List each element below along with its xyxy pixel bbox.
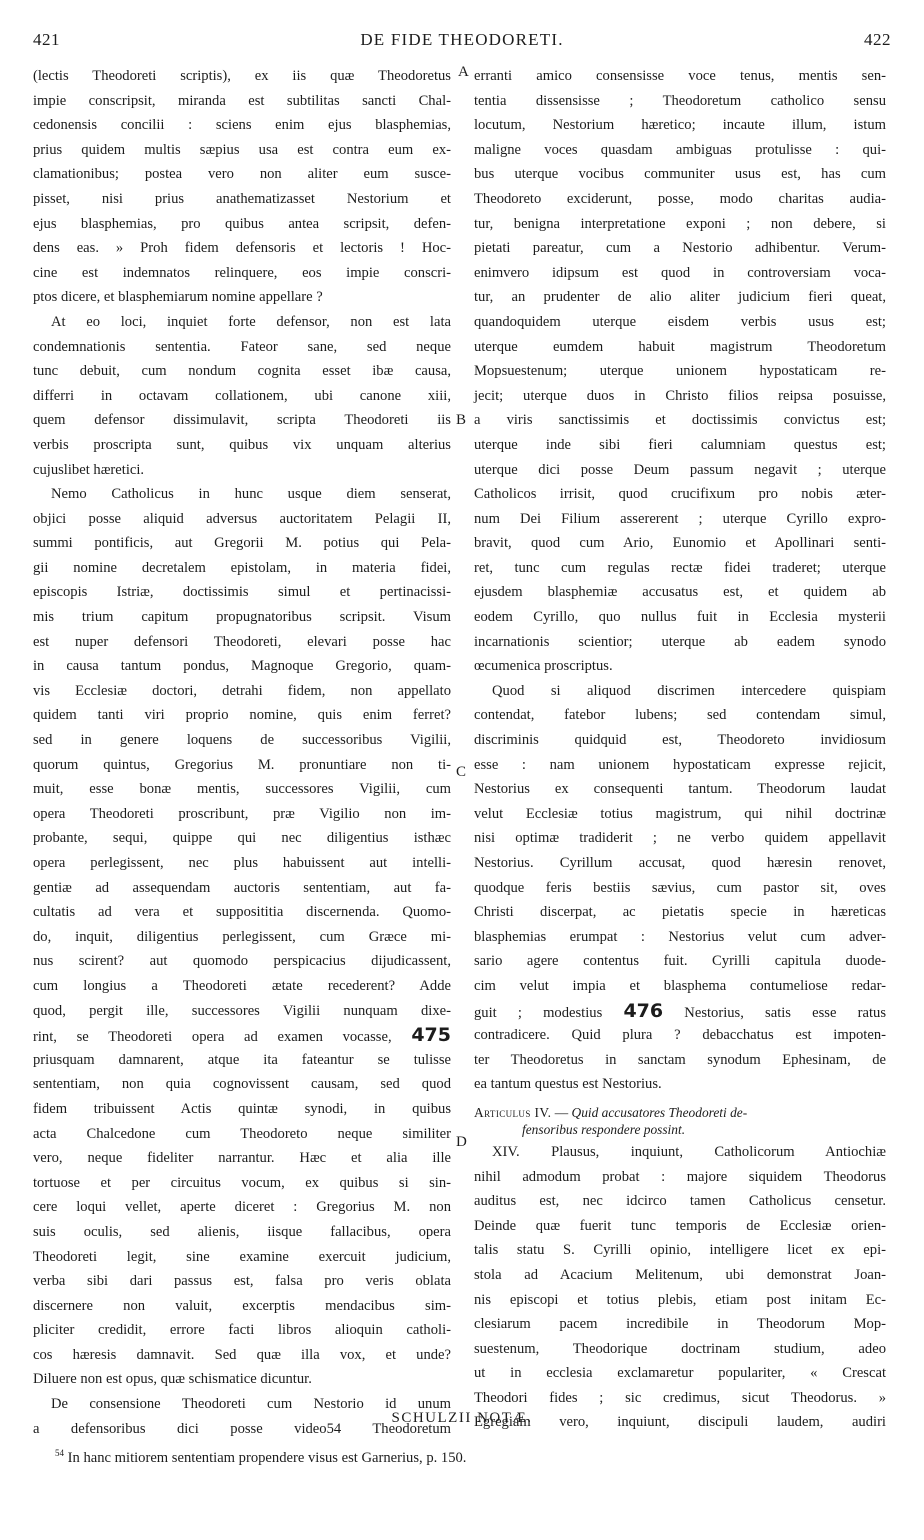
text-line: ea tantum questus est Nestorius. <box>474 1076 662 1093</box>
left-column <box>33 64 451 1441</box>
text-line: ejusdem blasphemiæ accusatus est, et quidem ab <box>474 584 886 601</box>
text-line: pietati pareatur, cum a Nestorio adhibentur. Verum- <box>474 240 886 257</box>
text-line: erranti amico consensisse voce tenus, mentis sen- <box>474 68 886 84</box>
left-page-number: 421 <box>33 30 60 49</box>
margin-letter-d: D <box>456 1134 467 1150</box>
text-line: uterque inde sibi fieri calumniam questus est; <box>474 436 886 453</box>
text-line: Quod si aliquod discrimen intercedere quispiam <box>492 682 886 699</box>
footnote <box>55 1448 466 1467</box>
text-line: Nestorius ex consequenti tantum. Theodorum laudat <box>474 781 886 798</box>
text-line: jecit; uterque duos in Christo filios reipsa posuisse, <box>474 387 886 404</box>
text-line: incarnationis scientior; uterque ab eadem synodo <box>474 633 886 650</box>
text-line: suestenum, Theodorique doctrinam studium, adeo <box>474 1340 886 1357</box>
text-line: blasphemias erumpat : Nestorius velut cum adver- <box>474 928 886 945</box>
text-line: suis oculis, sed alienis, iisque fallacibus, opera <box>33 1223 451 1240</box>
text-line: cim velut impia et blasphema contumeliose redar- <box>474 977 886 994</box>
text-line: vero, neque fideliter narrantur. Hæc et alia ille <box>33 1150 451 1167</box>
text-line: pisset, nisi prius anathematizasset Nestorium et <box>33 190 451 207</box>
text-line: quandoquidem uterque eisdem verbis usus est; <box>474 313 886 330</box>
text-line: quidem tanti viri proprio nomine, quis enim ferret? <box>33 707 451 724</box>
text-line: Theodori fides ; sic credimus, sicut Theodorus. » <box>474 1389 886 1406</box>
text-line: opera Theodoreti proscribunt, præ Vigilio non im- <box>33 805 451 822</box>
text-line: cum longius a Theodoreti ætate recederent? Adde <box>33 977 451 994</box>
text-line: Nemo Catholicus in hunc usque diem senserat, <box>51 486 451 503</box>
text-line: contendat, fatebor lubens; sed contendam simul, <box>474 707 886 724</box>
text-line: contradicere. Quid plura ? debacchatus est impoten- <box>474 1027 886 1044</box>
text-line: ptos dicere, et blasphemiarum nomine appellare ? <box>33 289 323 306</box>
article-title-line-2: fensoribus respondere possint. <box>522 1121 686 1137</box>
text-line: cedonensis concilii : sciens enim ejus blasphemias, <box>33 117 451 134</box>
text-line: discriminis quidquid est, Theodoreto invidiosum <box>474 732 886 749</box>
text-line: (lectis Theodoreti scriptis), ex iis quæ Theodoretus <box>33 68 451 84</box>
text-line: Christi discerpat, ac pietatis specie in hæreticas <box>474 904 886 921</box>
left-line-text: rint, se Theodoreti opera ad examen vocasse, <box>33 1029 392 1046</box>
margin-page-number-476: 476 <box>623 999 664 1022</box>
page-header <box>33 30 891 54</box>
text-line: quod, pergit ille, successores Vigilii nunquam dixe- <box>33 1002 451 1019</box>
text-line: velut Ecclesiæ totius magistrum, qui nihil doctrinæ <box>474 805 886 822</box>
text-line: tur, benigna interpretatione exponi ; non debere, si <box>474 215 886 232</box>
right-column <box>474 64 886 1435</box>
text-line: in causa tantum pondus, Magnoque Gregorio, quam- <box>33 658 451 675</box>
text-line: dens eas. » Proh fidem defensoris et lectoris ! Hoc- <box>33 240 451 257</box>
text-line: clamationibus; postea vero non aliter eum susce- <box>33 166 451 183</box>
text-line: Mopsuestenum; uterque unionem hypostaticam re- <box>474 363 886 380</box>
margin-letter-b: B <box>456 412 467 428</box>
text-line: esse : nam unionem hypostaticam expresse rejicit, <box>474 756 886 773</box>
text-line: talis statu S. Cyrilli opinio, intelligere licet ex epi- <box>474 1242 886 1259</box>
text-line: prius quidem multis sæpius usa est contra eum ex- <box>33 141 451 158</box>
right-line-text: Nestorius, satis esse ratus <box>684 1004 886 1021</box>
article-heading <box>474 1104 886 1138</box>
footnote-text: In hanc mitiorem sententiam propendere visus est Garnerius, p. 150. <box>67 1449 467 1466</box>
text-line: cine est indemnatos relinquere, eos impie conscri- <box>33 264 451 281</box>
text-line: opera perlegissent, nec plus habuissent aut intelli- <box>33 855 451 871</box>
footnote-number: 54 <box>55 1448 64 1458</box>
text-line: Deinde quæ fuerit tunc temporis de Ecclesiæ orien- <box>474 1217 886 1234</box>
text-line: auditus est, nec idcirco tamen Catholicus censetur. <box>474 1193 886 1210</box>
running-title: DE FIDE THEODORETI. <box>360 30 564 49</box>
text-line: gentiæ ad assequendam auctoris sententiam, aut fa- <box>33 879 451 896</box>
right-line-text: guit ; modestius <box>474 1004 603 1021</box>
text-line: differri in octavam collationem, ubi canone xiii, <box>33 387 451 404</box>
text-line: muit, esse bonæ mentis, successores Vigilii, cum <box>33 781 451 798</box>
text-line: bravit, quod cum Ario, Eunomio et Apollinari senti- <box>474 535 886 552</box>
text-line: clesiarum pacem incredibile in Theodorum Mop- <box>474 1316 886 1333</box>
text-line: cultatis ad vera et supposititia discernenda. Quomo- <box>33 904 451 921</box>
text-line: episcopis Istriæ, doctissimis simul et pertinacissi- <box>33 584 451 601</box>
text-line: condemnationis sententia. Fateor sane, sed neque <box>33 338 451 355</box>
text-line: locutum, Nestorium hæretico; incaute illum, istum <box>474 117 886 134</box>
text-line: a viris sanctissimis et doctissimis convictus est; <box>474 412 886 429</box>
margin-letter-a: A <box>458 64 469 80</box>
text-line: Catholicos irrisit, quod crucifixum pro nobis æter- <box>474 486 886 503</box>
text-line: Egregiam vero, inquiunt, discipuli laudem, audiri <box>474 1414 886 1431</box>
right-column-body <box>474 64 886 1097</box>
text-line: œcumenica proscriptus. <box>474 658 613 675</box>
text-line <box>474 999 886 1024</box>
text-line: summi pontificis, aut Gregorii M. potius qui Pela- <box>33 535 451 552</box>
text-line: tortuose et per circuitus vocum, ex quibus si sin- <box>33 1174 451 1191</box>
text-line: quodque feris bestiis sævius, cum pastor sit, oves <box>474 879 886 896</box>
text-line: cujuslibet hæretici. <box>33 461 145 478</box>
text-line: cere loqui vellet, aperte diceret : Gregorius M. non <box>33 1199 451 1216</box>
text-line: enimvero idipsum est quod in controversiam voca- <box>474 264 886 281</box>
text-line: acta Chalcedone cum Theodoreto neque similiter <box>33 1125 451 1142</box>
text-line: quem defensor dissimulavit, scripta Theodoreti iis <box>33 412 451 429</box>
text-line: nus scirent? aut quomodo perspicacius dijudicassent, <box>33 953 451 970</box>
text-line: est nuper defensori Theodoreti, elevari posse hac <box>33 633 451 650</box>
notes-title: SCHULZII NOTÆ. <box>391 1410 533 1426</box>
text-line: De consensione Theodoreti cum Nestorio id unum <box>51 1396 451 1413</box>
margin-letter-c: C <box>456 764 467 780</box>
text-line: nihil admodum probat : majore siquidem Theodorus <box>474 1168 886 1185</box>
text-line: sario agere contentus fuit. Cyrilli capitula duode- <box>474 953 886 970</box>
text-line: probante, sequi, quippe qui nec diligentius isthæc <box>33 830 451 847</box>
text-line: tur, an prudenter de alio aliter judicium fieri queat, <box>474 289 886 306</box>
footnote-reference: 54 <box>326 1420 342 1437</box>
article-title-line-1: Quid accusatores Theodoreti de- <box>571 1104 748 1120</box>
text-line: ut in ecclesia exclamaretur populariter, « Crescat <box>474 1365 886 1382</box>
text-line: ter Theodoretus in sanctam synodum Ephesinam, de <box>474 1051 886 1068</box>
text-line: pliciter credidit, errore facti libros alioquin catholi- <box>33 1322 451 1339</box>
text-line: num Dei Filium assererent ; uterque Cyrillo expro- <box>474 510 886 527</box>
text-line: verbis proscripta sunt, quibus vix unquam alterius <box>33 436 451 453</box>
text-line: Theodoreti legit, sine examine exercuit judicium, <box>33 1248 451 1265</box>
text-line: sed in genere loquens de successoribus Vigilii, <box>33 732 451 749</box>
text-line: discernere non valuit, excerptis mendacibus sim- <box>33 1297 451 1314</box>
text-line: maligne voces quasdam ambiguas protulisse : qui- <box>474 141 886 158</box>
left-line-text: a defensoribus dici posse video <box>33 1420 327 1437</box>
right-column-section-xiv <box>474 1140 886 1435</box>
text-line: mis trium capitum propugnatoribus scripsit. Visum <box>33 609 451 626</box>
left-line-text: Theodoretum <box>372 1420 451 1437</box>
text-line: nis episcopi et totius plebis, etiam post initam Ec- <box>474 1291 886 1308</box>
text-line: nisi optimæ tradiderit ; ne verbo quidem appellavit <box>474 830 886 847</box>
margin-page-number-475: 475 <box>411 1024 451 1047</box>
text-line: priusquam damnarent, atque ita fateantur se tulisse <box>33 1051 451 1068</box>
text-line: sententiam, non quia cognovissent causam, sed quod <box>33 1076 451 1093</box>
text-line: bus uterque vocibus communiter usus est, has cum <box>474 166 886 183</box>
article-dash: — <box>551 1104 572 1120</box>
text-line: At eo loci, inquiet forte defensor, non est lata <box>51 313 451 330</box>
text-line: ejus blasphemias, pro quibus antea scripsit, defen- <box>33 215 451 232</box>
text-line: uterque eumdem habuit magistrum Theodoretum <box>474 338 886 355</box>
text-line: do, inquit, diligentius perlegissent, cum Græce mi- <box>33 928 451 945</box>
text-line: cos hæresis damnavit. Sed quæ illa vox, et unde? <box>33 1346 451 1363</box>
text-line: tentia dissensisse ; Theodoretum catholico sensu <box>474 92 886 109</box>
text-line: verba sibi dari passus est, falsa pro veris oblata <box>33 1273 451 1290</box>
text-line: tunc debuit, cum nondum cognita esset ibæ causa, <box>33 363 451 380</box>
text-line: Theodoreto exciderunt, posse, modo charitas audia- <box>474 190 886 207</box>
text-line <box>33 1023 451 1048</box>
text-line: objici posse aliquid adversus auctoritatem Pelagii II, <box>33 510 451 527</box>
text-line: stola ad Acacium Melitenum, ubi demonstrat Joan- <box>474 1266 886 1283</box>
right-line-with-page <box>623 999 886 1022</box>
text-line: eodem Cyrillo, quo nullus fuit in Ecclesia mysterii <box>474 609 886 626</box>
text-line: vis Ecclesiæ doctori, detrahi fidem, non appellato <box>33 682 451 699</box>
article-label: Articulus IV. <box>474 1104 552 1120</box>
right-page-number: 422 <box>864 30 891 49</box>
text-line: Diluere non est opus, quæ schismatice dicuntur. <box>33 1371 312 1388</box>
text-line: impie conscripsit, miranda est subtilitas sancti Chal- <box>33 92 451 109</box>
text-line: fidem tribuissent Actis quintæ synodi, in quibus <box>33 1100 451 1117</box>
text-line: gii nomine decretalem epistolam, in materia fidei, <box>33 559 451 576</box>
text-line: ret, tunc cum regulas rectæ fidei traderet; uterque <box>474 559 886 576</box>
text-line: Nestorius. Cyrillum accusat, quod hæresin renovet, <box>474 855 886 871</box>
text-line: quorum quintus, Gregorius M. pronuntiare non ti- <box>33 756 451 773</box>
text-line: uterque dici posse Deum passum negavit ; uterque <box>474 461 886 478</box>
text-line: XIV. Plausus, inquiunt, Catholicorum Antiochiæ <box>492 1143 886 1160</box>
